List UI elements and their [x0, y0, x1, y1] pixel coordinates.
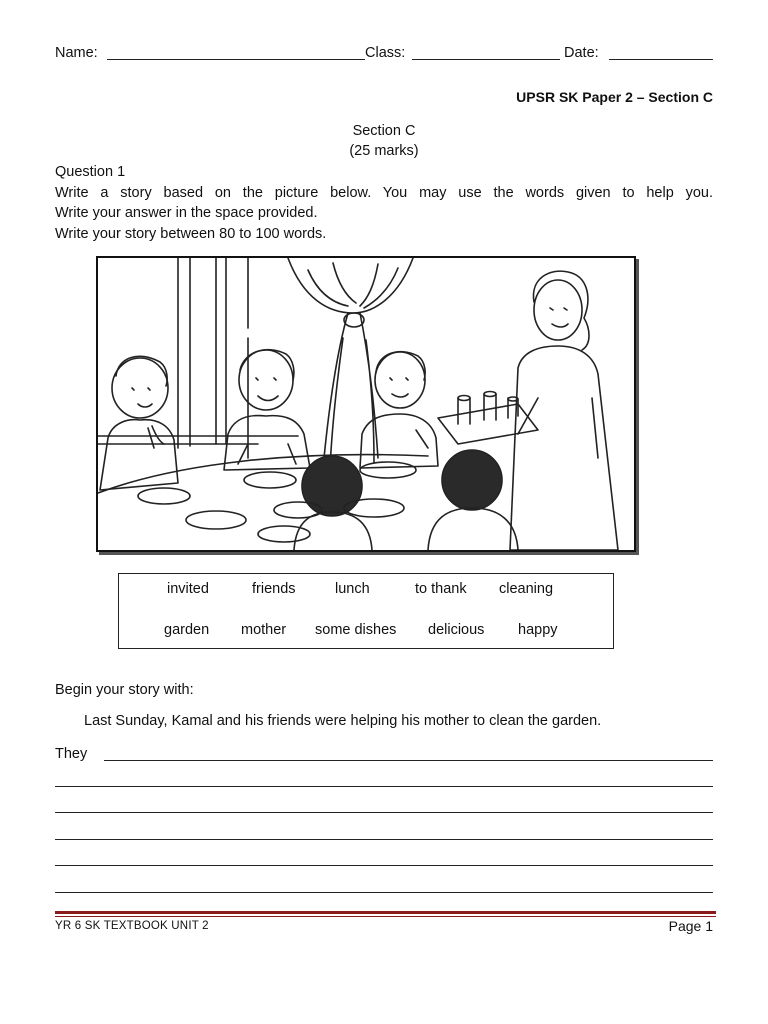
instruction-line-3: Write your story between 80 to 100 words.	[55, 225, 327, 242]
footer-rule-thick	[55, 911, 716, 914]
page-number: Page 1	[668, 918, 713, 934]
name-label: Name:	[55, 45, 98, 61]
name-blank[interactable]	[107, 59, 365, 60]
question-instructions	[55, 162, 713, 244]
story-opening-sentence: Last Sunday, Kamal and his friends were helping his mother to clean the garden.	[84, 713, 602, 729]
helper-word: cleaning	[499, 581, 554, 597]
helper-word: delicious	[428, 622, 485, 638]
story-picture	[96, 256, 636, 552]
helper-word: garden	[164, 622, 210, 638]
date-label: Date:	[564, 45, 599, 61]
helper-word: friends	[252, 581, 296, 597]
helper-word: mother	[241, 622, 287, 638]
answer-line[interactable]	[104, 760, 713, 761]
section-title: Section C	[352, 123, 416, 139]
date-blank[interactable]	[609, 59, 713, 60]
helper-words-box	[118, 573, 614, 649]
helper-word: to thank	[415, 581, 467, 597]
footer-rule-thin	[55, 916, 716, 917]
helper-word: invited	[167, 581, 209, 597]
class-label: Class:	[365, 45, 406, 61]
student-details-row	[55, 44, 715, 64]
class-blank[interactable]	[412, 59, 560, 60]
helper-word: lunch	[335, 581, 370, 597]
answer-line[interactable]	[55, 786, 713, 787]
lunch-scene-illustration	[98, 258, 634, 550]
answer-line[interactable]	[55, 892, 713, 893]
answer-line[interactable]	[55, 812, 713, 813]
instruction-line-1: Write a story based on the picture below. You may use the words given to help you.	[55, 184, 713, 201]
story-first-word: They	[55, 746, 88, 762]
begin-label: Begin your story with:	[55, 682, 194, 698]
instruction-line-2: Write your answer in the space provided.	[55, 205, 318, 221]
question-number: Question 1	[55, 164, 126, 180]
answer-line[interactable]	[55, 839, 713, 840]
footer-source: YR 6 SK TEXTBOOK UNIT 2	[55, 920, 209, 932]
paper-title: UPSR SK Paper 2 – Section C	[516, 89, 713, 105]
helper-word: happy	[518, 622, 558, 638]
section-heading	[0, 121, 768, 161]
helper-word: some dishes	[315, 622, 397, 638]
answer-line[interactable]	[55, 865, 713, 866]
section-marks: (25 marks)	[349, 143, 419, 159]
